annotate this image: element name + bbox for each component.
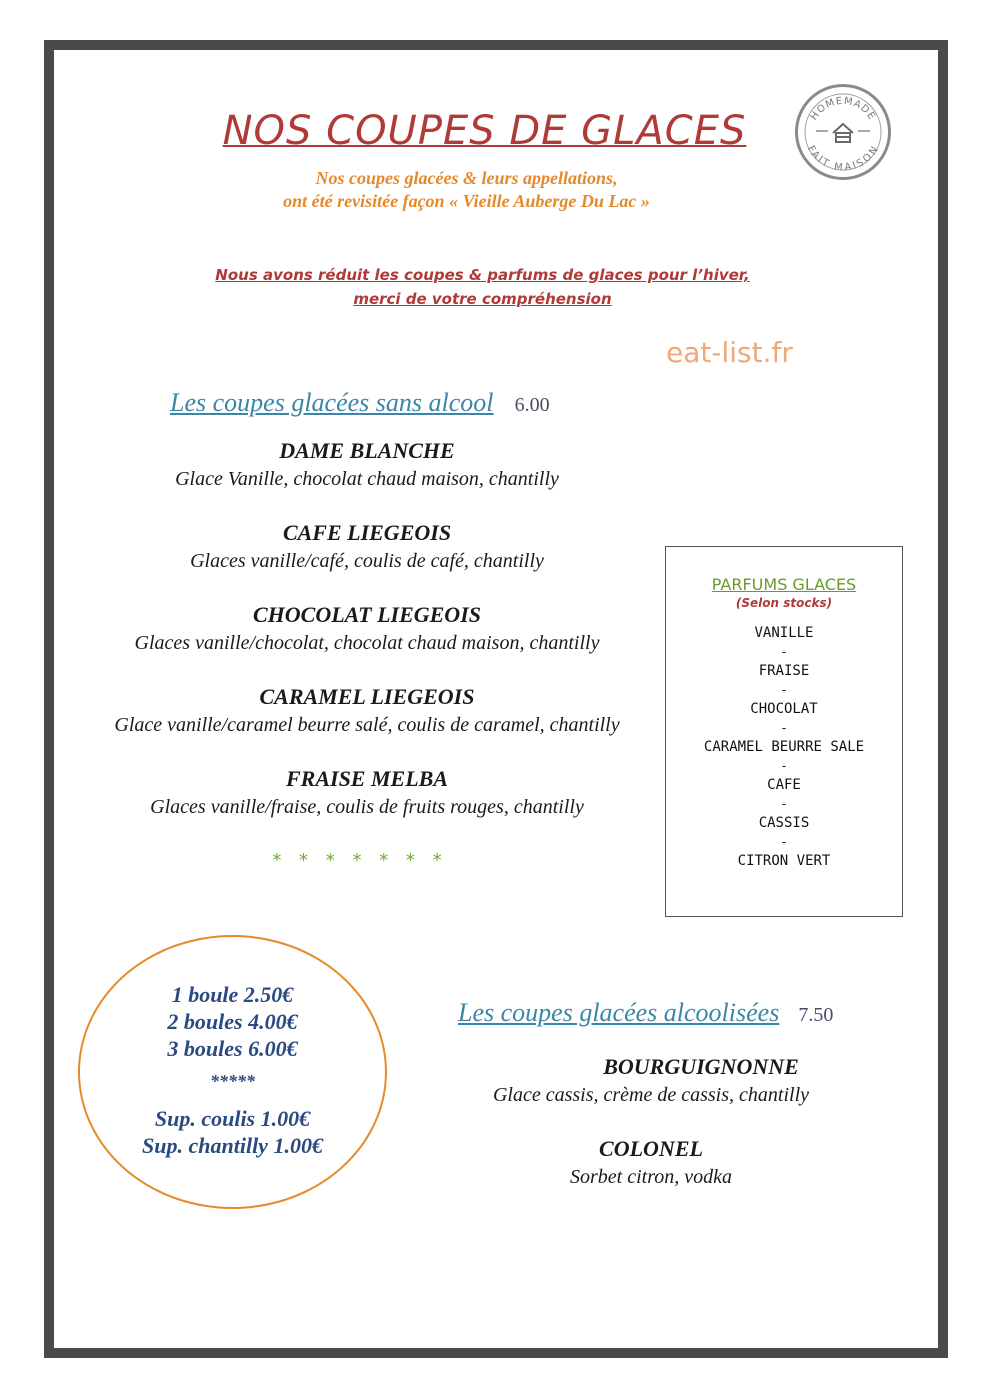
flavor-item: VANILLE bbox=[754, 625, 814, 641]
svg-text:HOMEMADE: HOMEMADE bbox=[808, 95, 878, 123]
flavor-separator: - bbox=[781, 835, 787, 849]
decorative-separator: * * * * * * * bbox=[272, 850, 448, 871]
flavor-separator: - bbox=[781, 645, 787, 659]
page-title: NOS COUPES DE GLACES bbox=[222, 108, 747, 154]
flavor-item: CHOCOLAT bbox=[750, 701, 818, 717]
flavor-separator: - bbox=[781, 797, 787, 811]
price-stars-separator: ***** bbox=[210, 1071, 255, 1091]
item-desc-chocolat-liegeois: Glaces vanille/chocolat, chocolat chaud maison, chantilly bbox=[134, 632, 600, 654]
flavor-item: CARAMEL BEURRE SALE bbox=[703, 739, 865, 755]
item-name-caramel-liegeois: CARAMEL LIEGEOIS bbox=[259, 684, 475, 709]
item-desc-colonel: Sorbet citron, vodka bbox=[569, 1166, 732, 1188]
section-sans-alcool-title: Les coupes glacées sans alcool bbox=[170, 388, 494, 417]
item-desc-cafe-liegeois: Glaces vanille/café, coulis de café, chantilly bbox=[190, 550, 544, 572]
flavors-box bbox=[665, 546, 903, 917]
item-desc-bourguignonne: Glace cassis, crème de cassis, chantilly bbox=[492, 1084, 810, 1106]
flavors-subtitle: (Selon stocks) bbox=[735, 596, 833, 610]
notice-line-1: Nous avons réduit les coupes & parfums de glaces pour l’hiver, bbox=[215, 266, 750, 284]
notice-line-2: merci de votre compréhension bbox=[353, 290, 612, 308]
section-alcool-header bbox=[458, 998, 833, 1028]
section-alcool-title: Les coupes glacées alcoolisées bbox=[458, 998, 780, 1027]
svg-text:FAIT MAISON: FAIT MAISON bbox=[804, 144, 882, 174]
item-desc-fraise-melba: Glaces vanille/fraise, coulis de fruits rouges, chantilly bbox=[150, 796, 584, 818]
section-sans-alcool-price: 6.00 bbox=[514, 394, 550, 416]
house-icon bbox=[833, 124, 853, 142]
flavors-title: PARFUMS GLACES bbox=[711, 575, 857, 594]
homemade-stamp-graphic bbox=[798, 87, 888, 177]
price-sup-chantilly: Sup. chantilly 1.00€ bbox=[142, 1133, 323, 1158]
item-name-chocolat-liegeois: CHOCOLAT LIEGEOIS bbox=[253, 602, 481, 627]
item-name-cafe-liegeois: CAFE LIEGEOIS bbox=[282, 520, 452, 545]
flavor-item: CAFE bbox=[767, 777, 801, 793]
item-name-fraise-melba: FRAISE MELBA bbox=[285, 766, 448, 791]
section-sans-alcool-header bbox=[170, 388, 550, 418]
item-name-bourguignonne: BOURGUIGNONNE bbox=[603, 1054, 799, 1079]
item-name-colonel: COLONEL bbox=[599, 1136, 703, 1161]
homemade-stamp bbox=[795, 84, 891, 180]
price-two-scoops: 2 boules 4.00€ bbox=[167, 1009, 298, 1034]
flavor-item: CITRON VERT bbox=[737, 853, 831, 869]
flavor-separator: - bbox=[781, 683, 787, 697]
item-desc-caramel-liegeois: Glace vanille/caramel beurre salé, coulis de caramel, chantilly bbox=[114, 714, 620, 736]
scoop-prices-circle bbox=[78, 935, 387, 1209]
flavor-item: CASSIS bbox=[758, 815, 810, 831]
item-desc-dame-blanche: Glace Vanille, chocolat chaud maison, chantilly bbox=[175, 468, 559, 490]
flavor-item: FRAISE bbox=[758, 663, 810, 679]
flavor-separator: - bbox=[781, 759, 787, 773]
price-sup-coulis: Sup. coulis 1.00€ bbox=[154, 1106, 311, 1131]
subtitle-line-1: Nos coupes glacées & leurs appellations, bbox=[315, 168, 618, 188]
price-one-scoop: 1 boule 2.50€ bbox=[171, 982, 294, 1007]
subtitle-line-2: ont été revisitée façon « Vieille Auberge Du Lac » bbox=[283, 191, 650, 211]
section-alcool-price: 7.50 bbox=[798, 1004, 834, 1026]
price-three-scoops: 3 boules 6.00€ bbox=[167, 1036, 298, 1061]
watermark: eat-list.fr bbox=[666, 336, 793, 369]
flavor-separator: - bbox=[781, 721, 787, 735]
item-name-dame-blanche: DAME BLANCHE bbox=[279, 438, 455, 463]
